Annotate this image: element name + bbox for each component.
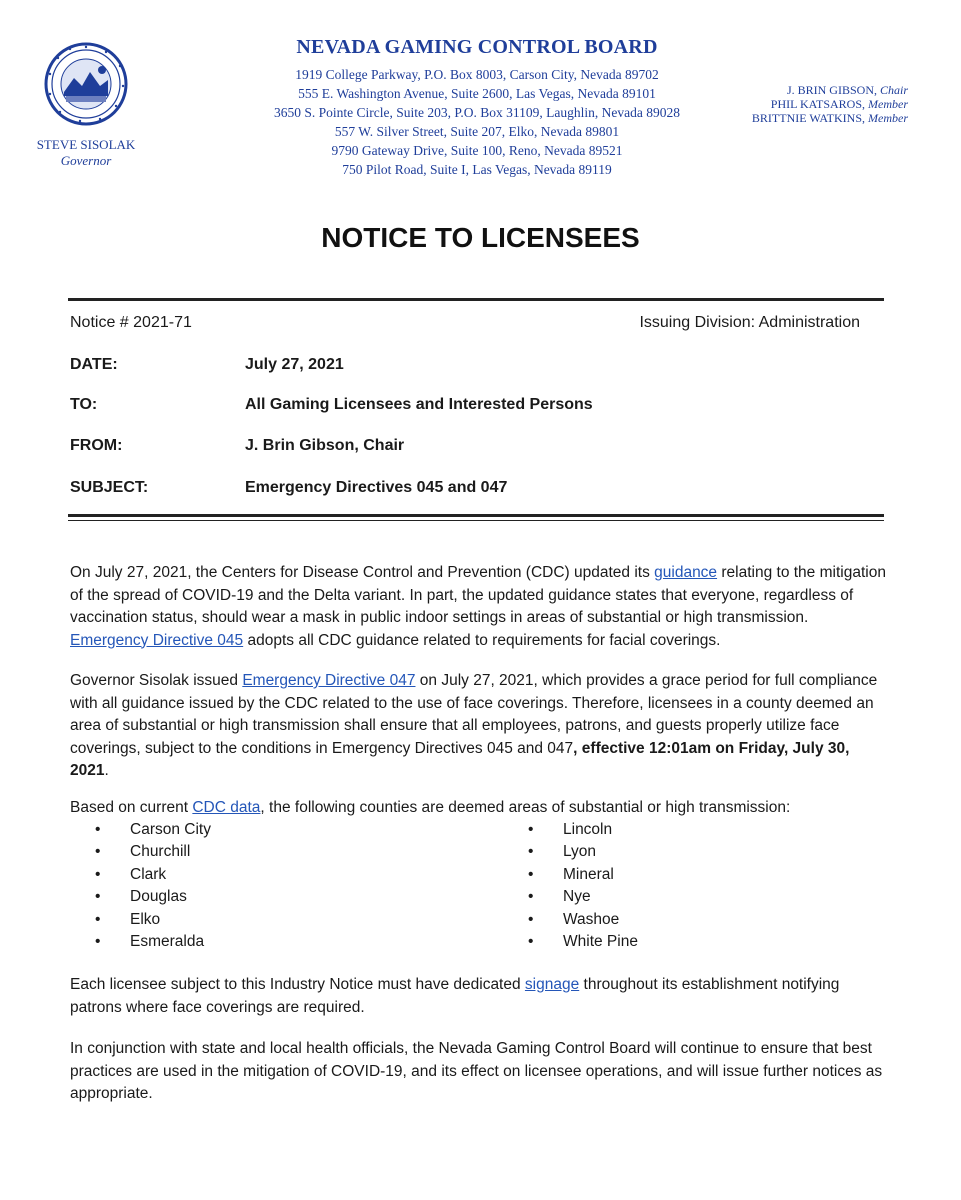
county-item: • Douglas: [95, 888, 187, 906]
county-item: • Esmeralda: [95, 933, 205, 951]
date-label: DATE:: [70, 356, 118, 373]
issuing-division: Issuing Division: Administration: [639, 314, 860, 331]
from-label: FROM:: [70, 437, 123, 454]
county-item: • Elko: [95, 910, 161, 928]
board-name: NEVADA GAMING CONTROL BOARD: [296, 36, 658, 58]
fields-divider: [68, 514, 884, 517]
county-item: • Carson City: [95, 821, 211, 838]
paragraph-directive-047: Governor Sisolak issued Emergency Directive 047 on July 27, 2021, which provides a grace period for full compliance with all guidance issued by the CDC related to the use of face coverings. Therefore, licensees in a county deemed an area of substantial or high transmission shall ensure that all employees, patrons, and guests properly utilize face coverings, subject to the conditions in Emergency Directives 045 and 047, effective 12:01am on Friday, July 30, 2021.: [70, 672, 878, 779]
county-item: • Mineral: [528, 865, 614, 883]
directive-047-link[interactable]: Emergency Directive 047: [242, 672, 416, 689]
county-item: • White Pine: [528, 933, 638, 951]
paragraph-conclusion: In conjunction with state and local health officials, the Nevada Gaming Control Board will continue to ensure that best practices are used in the mitigation of COVID-19, and its effect on licensee operations, and will issue further notices as appropriate.: [70, 1040, 883, 1102]
signage-link[interactable]: signage: [524, 976, 580, 993]
subject-label: SUBJECT:: [70, 479, 149, 496]
member-line: J. BRIN GIBSON, Chair: [786, 83, 908, 97]
notice-number: Notice # 2021-71: [70, 314, 192, 331]
address-line: 555 E. Washington Avenue, Suite 2600, Las Vegas, Nevada 89101: [298, 86, 656, 101]
date-value: July 27, 2021: [245, 356, 344, 373]
governor-title: Governor: [60, 153, 112, 168]
state-seal-logo: [44, 42, 128, 126]
member-line: BRITTNIE WATKINS, Member: [751, 111, 908, 125]
subject-value: Emergency Directives 045 and 047: [245, 479, 508, 496]
address-line: 557 W. Silver Street, Suite 207, Elko, Nevada 89801: [334, 124, 620, 139]
county-item: • Churchill: [95, 843, 191, 861]
county-list-left: [95, 819, 211, 953]
address-line: 750 Pilot Road, Suite I, Las Vegas, Nevada 89119: [342, 162, 612, 177]
paragraph-signage: Each licensee subject to this Industry Notice must have dedicated signage throughout its establishment notifying patrons where face coverings are required.: [70, 976, 840, 1016]
county-item: • Washoe: [528, 910, 620, 928]
notice-title: NOTICE TO LICENSEES: [321, 222, 640, 253]
address-line: 9790 Gateway Drive, Suite 100, Reno, Nevada 89521: [331, 143, 623, 158]
to-label: TO:: [70, 396, 98, 413]
cdc-data-link[interactable]: CDC data: [192, 799, 261, 816]
effective-date-text: , effective 12:01am on Friday, July 30, 2021: [70, 739, 850, 779]
county-item: • Clark: [95, 865, 167, 883]
county-item: • Lyon: [528, 843, 597, 861]
county-list-right: [528, 819, 638, 953]
board-header: [252, 36, 702, 179]
to-value: All Gaming Licensees and Interested Persons: [245, 396, 593, 413]
from-value: J. Brin Gibson, Chair: [245, 437, 405, 454]
header-divider: [68, 298, 884, 301]
governor-name: STEVE SISOLAK: [36, 137, 136, 152]
county-item: • Nye: [528, 888, 591, 906]
directive-045-link[interactable]: Emergency Directive 045: [70, 631, 244, 649]
address-line: 3650 S. Pointe Circle, Suite 203, P.O. Box 31109, Laughlin, Nevada 89028: [274, 105, 680, 120]
notice-meta-row: [70, 314, 860, 332]
board-members: [706, 83, 908, 125]
governor-block: [22, 137, 150, 169]
guidance-link[interactable]: guidance: [654, 564, 718, 581]
fields-divider-thin: [68, 520, 884, 521]
paragraph-cdc-guidance: On July 27, 2021, the Centers for Disease Control and Prevention (CDC) updated its guidance relating to the mitigation of the spread of COVID-19 and the Delta variant. In part, the updated guidance states that everyone, regardless of vaccination status, should wear a mask in public indoor settings in areas of substantial or high transmission. Emergency Directive 045 adopts all CDC guidance related to requirements for facial coverings.: [70, 564, 886, 649]
county-item: • Lincoln: [528, 821, 613, 838]
address-line: 1919 College Parkway, P.O. Box 8003, Carson City, Nevada 89702: [295, 67, 659, 82]
paragraph-counties-intro: Based on current CDC data, the following counties are deemed areas of substantial or high transmission:: [70, 799, 791, 816]
member-line: PHIL KATSAROS, Member: [770, 97, 908, 111]
